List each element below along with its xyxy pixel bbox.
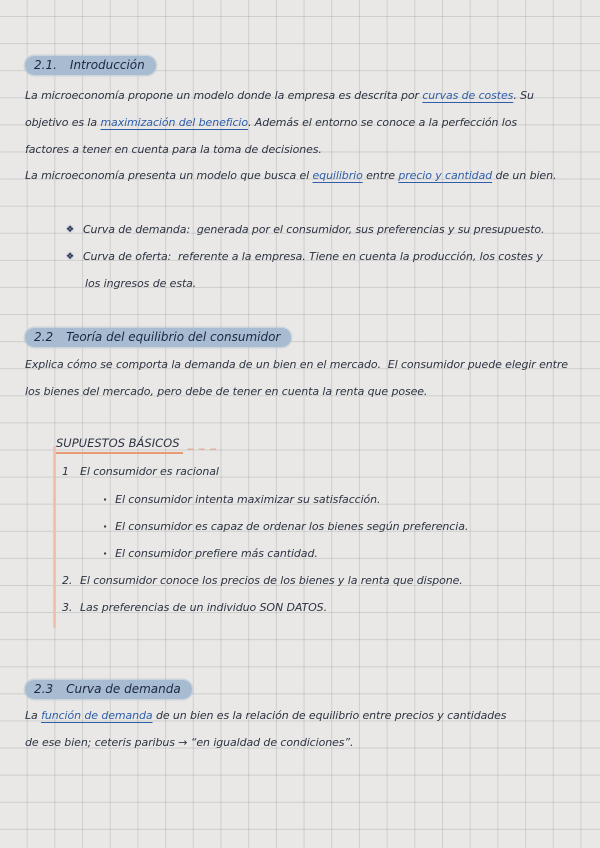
section-title: Introducción xyxy=(69,58,145,72)
text-run: equilibrio xyxy=(312,169,363,182)
item-number: 1 xyxy=(62,465,69,478)
text-run: curvas de costes xyxy=(422,89,514,102)
text-run: Curva de oferta: referente a la empresa. Tiene en cuenta la producción, los costes y xyxy=(82,250,543,263)
text-run: precio y cantidad xyxy=(398,169,493,182)
item-number: 3. xyxy=(62,601,73,614)
bullet-text-continuation xyxy=(85,276,196,292)
item-text: El consumidor conoce los precios de los bienes y la renta que dispone. xyxy=(80,574,463,587)
item-number: 2. xyxy=(62,574,73,587)
assumptions-title-text: SUPUESTOS BÁSICOS xyxy=(56,436,183,454)
section-number: 2.3 xyxy=(34,682,54,696)
text-run: de ese bien; ceteris paribus → “en igualdad de condiciones”. xyxy=(25,736,354,749)
notes-line xyxy=(25,115,517,131)
text-run: objetivo es la xyxy=(25,116,101,129)
text-run: entre xyxy=(362,169,399,182)
text-run: La xyxy=(25,709,42,722)
subitem-text: El consumidor es capaz de ordenar los bienes según preferencia. xyxy=(115,520,469,533)
text-run: los bienes del mercado, pero debe de tener en cuenta la renta que posee. xyxy=(25,385,428,398)
section-heading-2-1 xyxy=(25,56,156,75)
diamond-bullet-icon: ❖ xyxy=(66,252,74,262)
text-run: La microeconomía propone un modelo donde la empresa es descrita por xyxy=(25,89,423,102)
assumptions-title xyxy=(56,436,217,450)
underline-dashes: _ _ _ xyxy=(187,436,218,450)
text-run: . Su xyxy=(513,89,534,102)
notes-line xyxy=(25,142,322,158)
notes-line xyxy=(25,88,534,104)
text-run: . Además el entorno se conoce a la perfección los xyxy=(248,116,517,129)
section-title: Curva de demanda xyxy=(66,682,181,696)
diamond-bullet-icon: ❖ xyxy=(66,225,74,235)
assumption-item xyxy=(62,573,463,589)
dot-bullet-icon: · xyxy=(103,520,108,533)
text-run: Explica cómo se comporta la demanda de un bien en el mercado. El consumidor puede elegir entre xyxy=(25,358,568,371)
assumption-subitem xyxy=(103,519,468,535)
assumption-subitem xyxy=(103,492,380,508)
item-text: Las preferencias de un individuo SON DATOS. xyxy=(80,601,327,614)
assumption-subitem xyxy=(103,546,318,562)
dot-bullet-icon: · xyxy=(103,493,108,506)
notes-line xyxy=(25,357,568,373)
text-run: los ingresos de esta. xyxy=(85,277,197,290)
text-run: de un bien. xyxy=(492,169,557,182)
text-run: La microeconomía presenta un modelo que busca el xyxy=(25,169,313,182)
text-run: factores a tener en cuenta para la toma de decisiones. xyxy=(25,143,322,156)
bullet-text xyxy=(83,250,543,263)
text-run: Curva de demanda: generada por el consumidor, sus preferencias y su presupuesto. xyxy=(82,223,545,236)
item-text: El consumidor es racional xyxy=(80,465,219,478)
notes-line xyxy=(25,384,427,400)
section-heading-2-2 xyxy=(25,328,291,347)
dot-bullet-icon: · xyxy=(103,547,108,560)
subitem-text: El consumidor intenta maximizar su satisfacción. xyxy=(115,493,381,506)
section-title: Teoría del equilibrio del consumidor xyxy=(66,330,281,344)
notes-line xyxy=(25,735,353,751)
notes-line xyxy=(25,708,506,724)
bullet-item xyxy=(66,249,543,265)
text-run: función de demanda xyxy=(41,709,153,722)
assumption-item xyxy=(62,464,219,480)
section-number: 2.1. xyxy=(34,58,57,72)
section-heading-2-3 xyxy=(25,680,192,699)
accent-margin-line xyxy=(53,446,56,628)
bullet-text xyxy=(83,223,545,236)
bullet-item xyxy=(66,222,544,238)
text-run: maximización del beneficio xyxy=(100,116,249,129)
notes-line xyxy=(25,168,556,184)
text-run: de un bien es la relación de equilibrio entre precios y cantidades xyxy=(152,709,507,722)
assumption-item xyxy=(62,600,327,616)
subitem-text: El consumidor prefiere más cantidad. xyxy=(115,547,318,560)
section-number: 2.2 xyxy=(34,330,54,344)
